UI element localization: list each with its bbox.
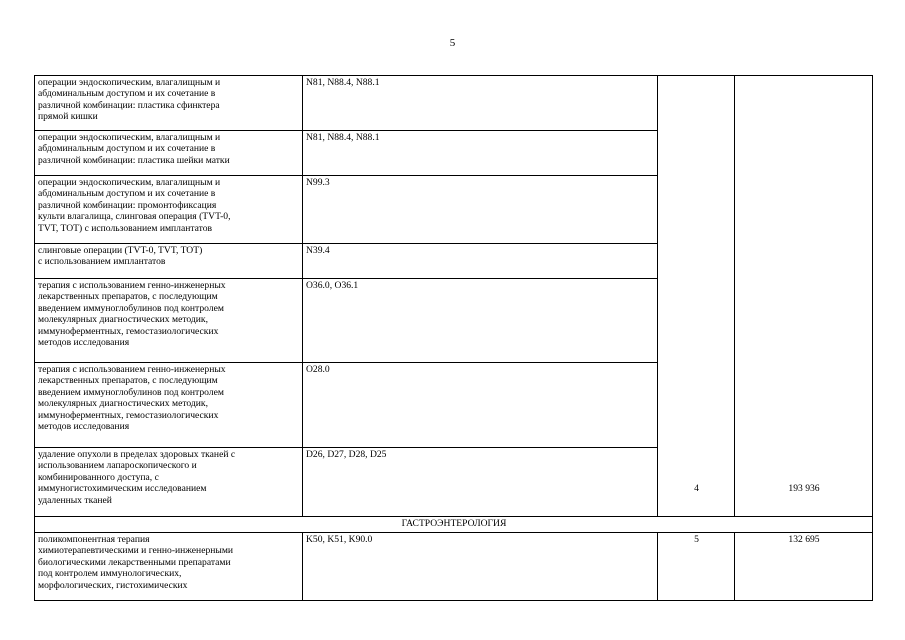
- method-description: поликомпонентная терапия химиотерапевтическими и генно-инженерными биологическими лекарственными препаратами под контролем иммунологических, морфологических, гистохимических: [35, 533, 303, 601]
- amount-value: 193 936: [735, 76, 873, 517]
- method-description: терапия с использованием генно-инженерных лекарственных препаратов, с последующим введением иммуноглобулинов под контролем молекулярных диагностических методик, иммуноферментных, гемостазиологических методов исследования: [35, 279, 303, 363]
- group-number: 5: [658, 533, 735, 601]
- method-description: слинговые операции (TVT-0, TVT, TOT) с использованием имплантатов: [35, 244, 303, 279]
- icd-codes: O28.0: [303, 363, 658, 448]
- method-description: терапия с использованием генно-инженерных лекарственных препаратов, с последующим введением иммуноглобулинов под контролем молекулярных диагностических методик, иммуноферментных, гемостазиологических методов исследования: [35, 363, 303, 448]
- icd-codes: N99.3: [303, 176, 658, 244]
- table-row: [35, 533, 873, 601]
- icd-codes: O36.0, O36.1: [303, 279, 658, 363]
- icd-codes: N39.4: [303, 244, 658, 279]
- amount-value: 132 695: [735, 533, 873, 601]
- method-description: операции эндоскопическим, влагалищным и абдоминальным доступом и их сочетание в различной комбинации: пластика шейки матки: [35, 131, 303, 176]
- method-description: операции эндоскопическим, влагалищным и абдоминальным доступом и их сочетание в различной комбинации: промонтофиксация культи влагалища, слинговая операция (TVT-0, TVT, TOT) с использованием имплантатов: [35, 176, 303, 244]
- method-description: удаление опухоли в пределах здоровых тканей с использованием лапароскопического и комбинированного доступа, с иммуногистохимическим исследованием удаленных тканей: [35, 448, 303, 517]
- section-row: [35, 517, 873, 533]
- section-title: ГАСТРОЭНТЕРОЛОГИЯ: [35, 517, 873, 533]
- icd-codes: K50, K51, K90.0: [303, 533, 658, 601]
- method-description: операции эндоскопическим, влагалищным и абдоминальным доступом и их сочетание в различной комбинации: пластика сфинктера прямой кишки: [35, 76, 303, 131]
- tariff-table: [34, 75, 873, 601]
- page-number: 5: [449, 37, 456, 49]
- icd-codes: D26, D27, D28, D25: [303, 448, 658, 517]
- icd-codes: N81, N88.4, N88.1: [303, 76, 658, 131]
- icd-codes: N81, N88.4, N88.1: [303, 131, 658, 176]
- group-number: 4: [658, 76, 735, 517]
- table-row: [35, 76, 873, 131]
